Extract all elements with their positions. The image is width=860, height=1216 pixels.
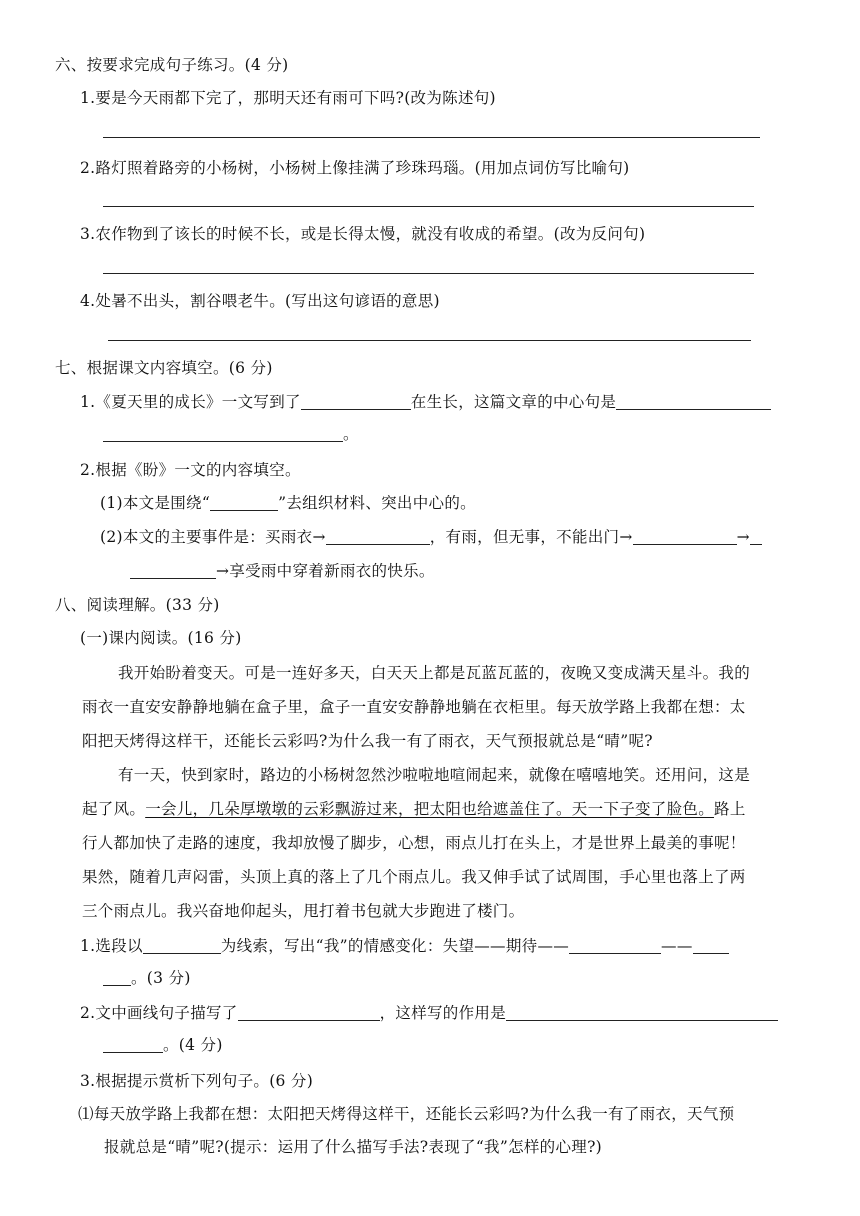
blank-emotion-4-cont[interactable] — [103, 969, 131, 986]
passage-p2-line2 — [82, 799, 746, 819]
blank-growing-things[interactable] — [301, 393, 411, 410]
sec8-question-1 — [80, 936, 729, 956]
blank-described[interactable] — [238, 1004, 380, 1021]
answer-line-1[interactable] — [103, 137, 760, 138]
sec8-question-3: 3.根据提示赏析下列句子。(6 分) — [80, 1072, 314, 1090]
sec7-question-1 — [80, 392, 771, 412]
blank-theme-word[interactable] — [210, 494, 278, 511]
passage-p1-line3: 阳把天烤得这样干，还能长云彩吗?为什么我一有了雨衣，天气预报就总是“晴”呢? — [82, 732, 653, 750]
underlined-sentence: 一会儿，几朵厚墩墩的云彩飘游过来，把太阳也给遮盖住了。天一下子变了脸色。 — [145, 800, 715, 818]
blank-central-sentence-cont[interactable] — [103, 425, 343, 442]
q2-2-text-b: ，有雨，但无事，不能出门→ — [429, 528, 633, 546]
p2-l2-tail: 路上 — [714, 800, 746, 818]
sec8-question-2 — [80, 1003, 778, 1023]
r-q1-text-a: 1.选段以 — [80, 937, 143, 955]
blank-event-2[interactable] — [326, 528, 430, 545]
passage-p2-line3: 行人都加快了走路的速度，我却放慢了脚步，心想，雨点儿打在头上，才是世界上最美的事呢！ — [82, 834, 746, 852]
q2-1-text-b: ”去组织材料、突出中心的。 — [278, 494, 476, 512]
sec6-question-3: 3.农作物到了该长的时候不长，或是长得太慢，就没有收成的希望。(改为反问句) — [80, 225, 646, 243]
passage-p2-line5: 三个雨点儿。我兴奋地仰起头，甩打着书包就大步跑进了楼门。 — [82, 902, 525, 920]
q1-end: 。 — [343, 425, 359, 443]
blank-event-5-cont[interactable] — [130, 562, 216, 579]
r-q2-text-b: ，这样写的作用是 — [379, 1004, 506, 1022]
p2-l2-plain: 起了风。 — [82, 800, 146, 818]
passage-p2-line1: 有一天，快到家时，路边的小杨树忽然沙啦啦地喧闹起来，就像在嘻嘻地笑。还用问，这是 — [118, 766, 751, 784]
sec6-question-2: 2.路灯照着路旁的小杨树，小杨树上像挂满了珍珠玛瑙。(用加点词仿写比喻句) — [80, 159, 630, 177]
blank-effect[interactable] — [506, 1004, 778, 1021]
answer-line-4[interactable] — [108, 340, 751, 341]
section-7-title: 七、根据课文内容填空。(6 分) — [55, 359, 273, 377]
answer-line-2[interactable] — [103, 206, 754, 207]
blank-central-sentence[interactable] — [616, 393, 771, 410]
sec8-question-3-1-cont: 报就总是“晴”呢?(提示：运用了什么描写手法?表现了“我”怎样的心理?) — [104, 1138, 603, 1156]
sec6-question-1: 1.要是今天雨都下完了，那明天还有雨可下吗?(改为陈述句) — [80, 89, 496, 107]
sec7-question-2-1 — [100, 493, 476, 513]
sec7-question-2-2 — [100, 527, 762, 547]
blank-emotion-4[interactable] — [693, 937, 729, 954]
sec8-question-2-cont — [103, 1035, 223, 1055]
q1-text-b: 在生长，这篇文章的中心句是 — [410, 393, 617, 411]
q2-2-text-d: →享受雨中穿着新雨衣的快乐。 — [216, 562, 435, 580]
section-6-title: 六、按要求完成句子练习。(4 分) — [55, 56, 289, 74]
blank-emotion-3[interactable] — [569, 937, 661, 954]
sec8-question-3-1: ⑴每天放学路上我都在想：太阳把天烤得这样干，还能长云彩吗?为什么我一有了雨衣，天气预 — [78, 1105, 735, 1123]
section-8-title: 八、阅读理解。(33 分) — [55, 596, 220, 614]
blank-event-4[interactable] — [633, 528, 737, 545]
q1-text-a: 1.《夏天里的成长》一文写到了 — [80, 393, 301, 411]
sec7-question-1-cont — [103, 424, 359, 444]
r-q1-text-d: 。(3 分) — [131, 969, 191, 987]
passage-p1-line1: 我开始盼着变天。可是一连好多天，白天天上都是瓦蓝瓦蓝的，夜晚又变成满天星斗。我的 — [118, 664, 751, 682]
sec8-subsection-1: (一)课内阅读。(16 分) — [80, 629, 242, 647]
q2-2-text-a: (2)本文的主要事件是：买雨衣→ — [100, 528, 326, 546]
r-q2-text-c: 。(4 分) — [163, 1036, 223, 1054]
r-q2-text-a: 2.文中画线句子描写了 — [80, 1004, 238, 1022]
passage-p1-line2: 雨衣一直安安静静地躺在盒子里，盒子一直安安静静地躺在衣柜里。每天放学路上我都在想：太 — [82, 698, 746, 716]
sec6-question-4: 4.处暑不出头，割谷喂老牛。(写出这句谚语的意思) — [80, 292, 440, 310]
blank-clue[interactable] — [143, 937, 221, 954]
sec7-question-2: 2.根据《盼》一文的内容填空。 — [80, 461, 301, 479]
answer-line-3[interactable] — [103, 273, 754, 274]
blank-event-5[interactable] — [750, 528, 762, 545]
q2-2-arrow: → — [736, 528, 750, 546]
blank-effect-cont[interactable] — [103, 1036, 163, 1053]
sec8-question-1-cont — [103, 968, 191, 988]
r-q1-text-b: 为线索，写出“我”的情感变化：失望——期待—— — [220, 937, 570, 955]
r-q1-text-c: —— — [661, 937, 693, 955]
passage-p2-line4: 果然，随着几声闷雷，头顶上真的落上了几个雨点儿。我又伸手试了试周围，手心里也落上了两 — [82, 868, 746, 886]
q2-1-text-a: (1)本文是围绕“ — [100, 494, 211, 512]
sec7-question-2-2-cont — [130, 561, 435, 581]
